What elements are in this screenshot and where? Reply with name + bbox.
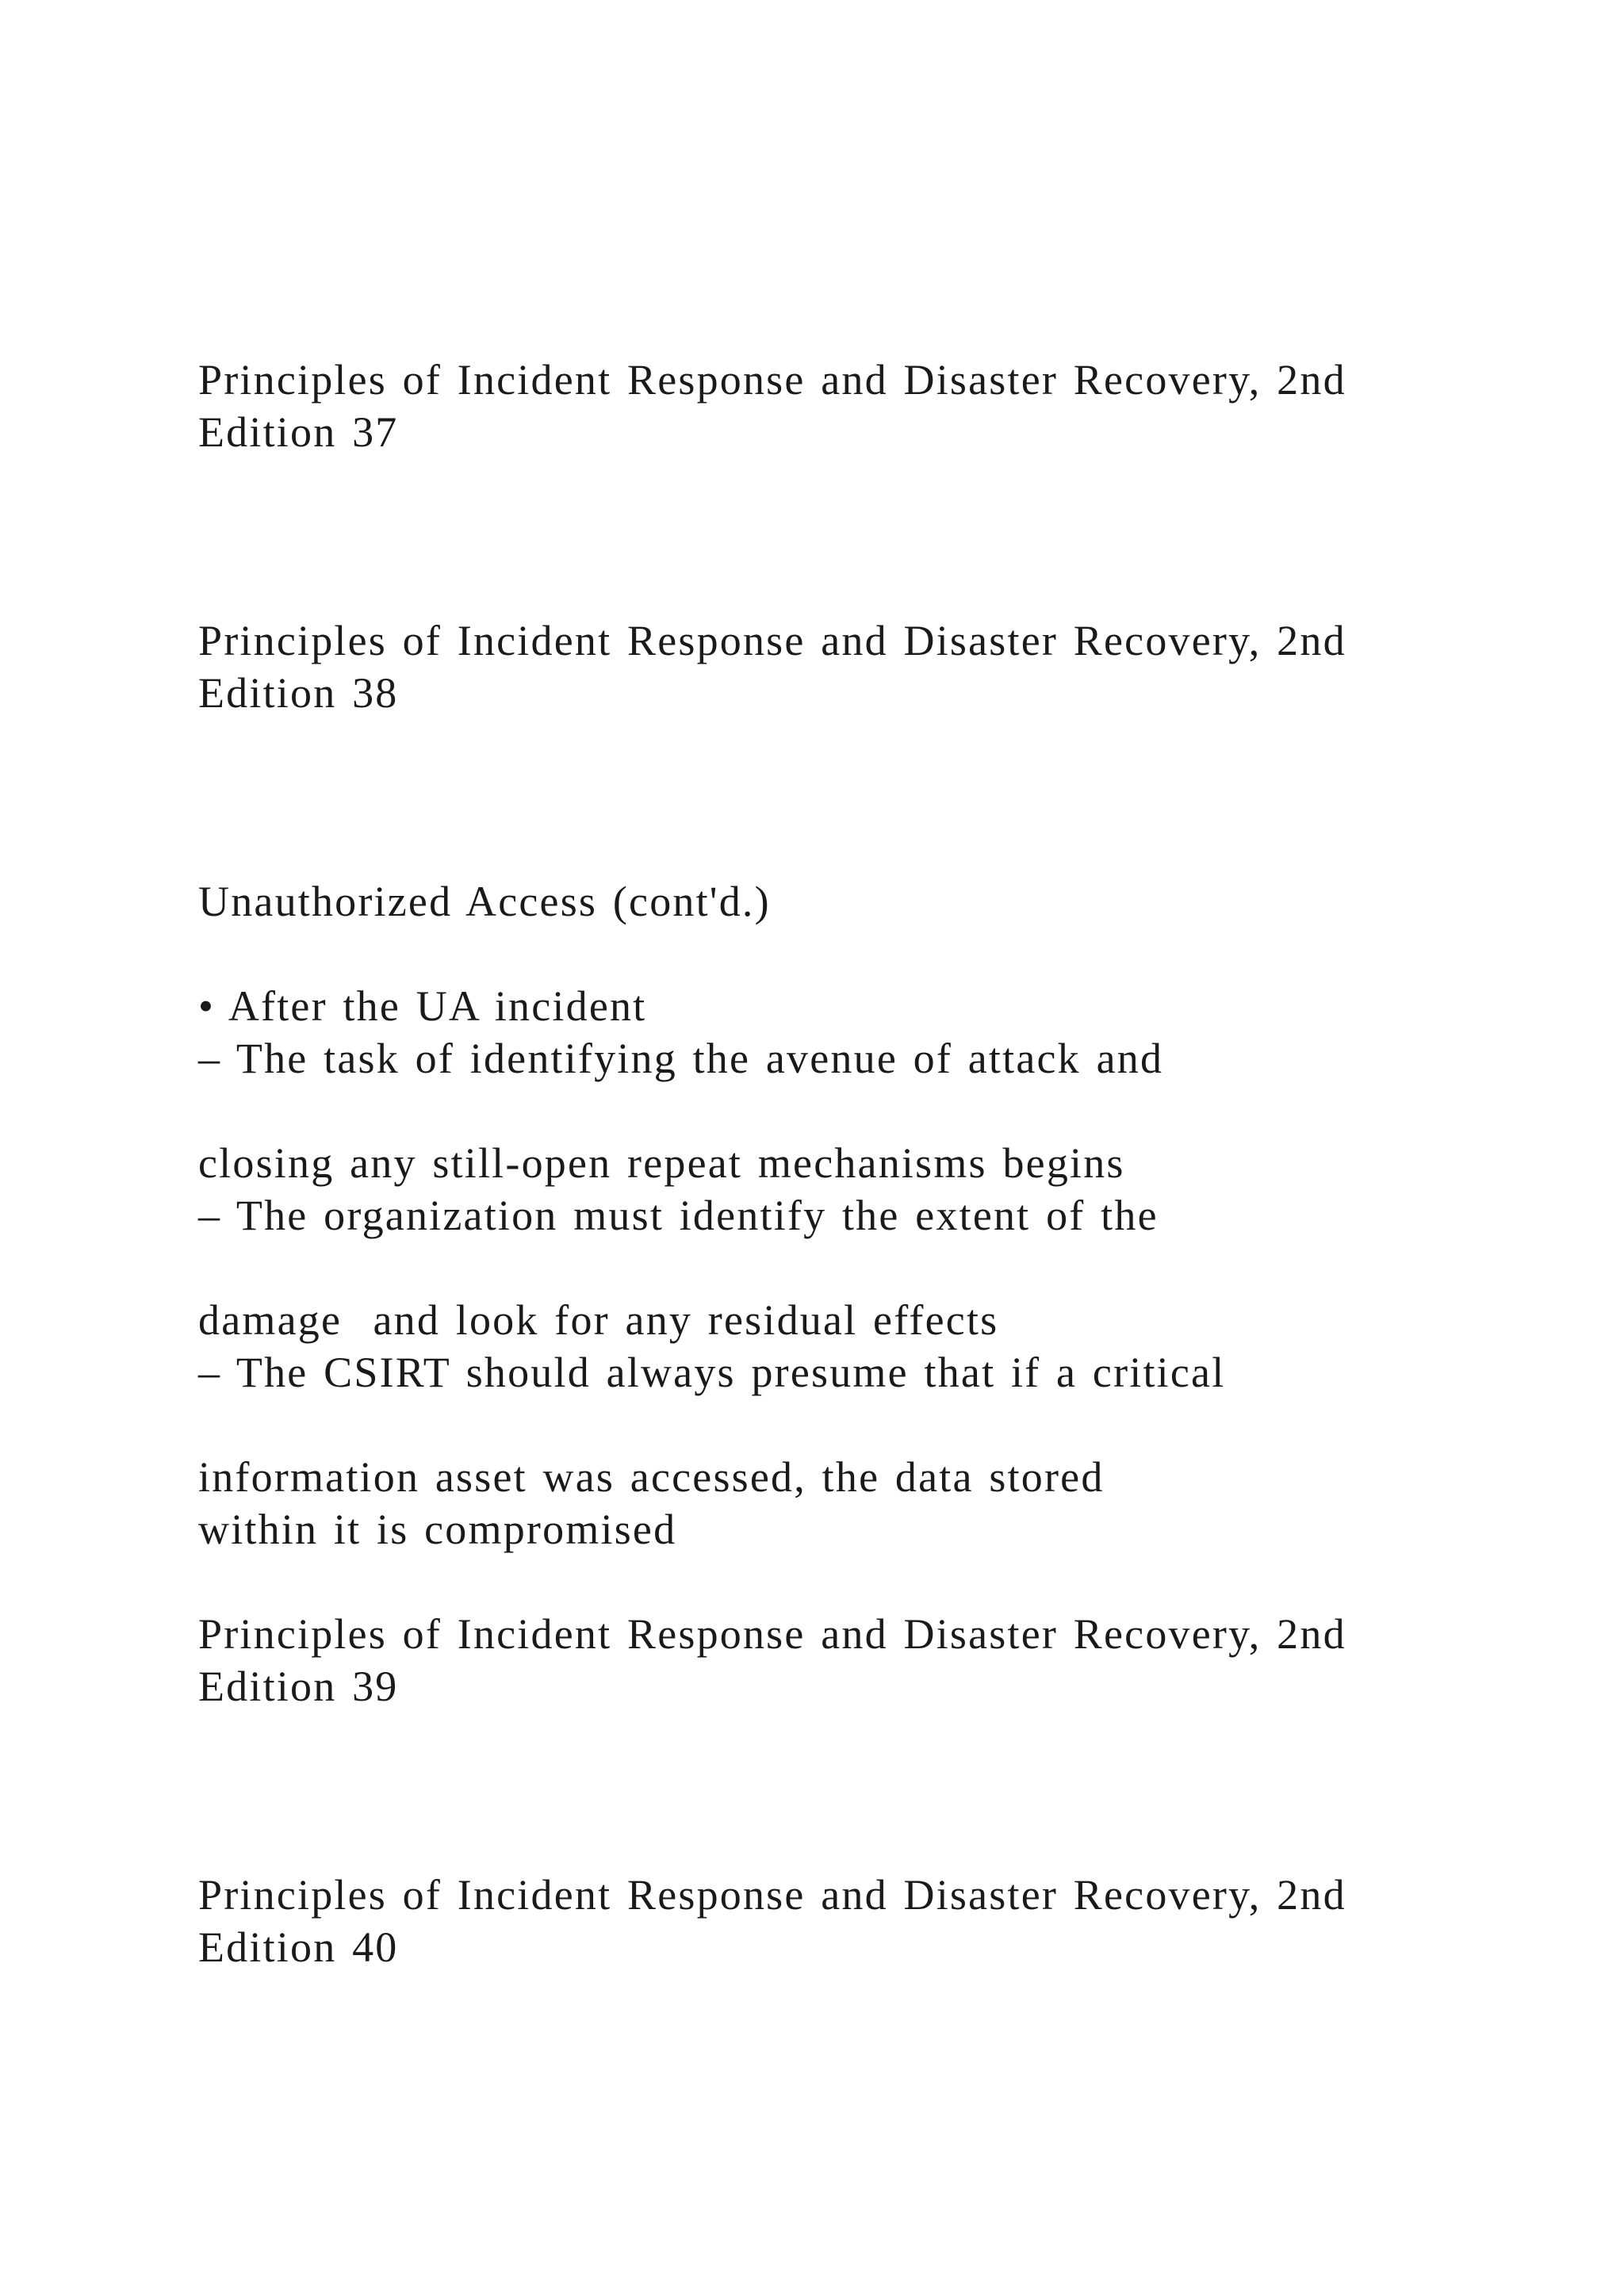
section-title: Unauthorized Access (cont'd.) bbox=[198, 878, 771, 925]
sub-bullet-line: – The organization must identify the extent of the bbox=[198, 1192, 1159, 1239]
body-line: information asset was accessed, the data stored bbox=[198, 1453, 1105, 1501]
slide-footer-40-line2: Edition 40 bbox=[198, 1923, 399, 1971]
slide-footer-40-line1: Principles of Incident Response and Disaster Recovery, 2nd bbox=[198, 1871, 1346, 1919]
bullet-line: • After the UA incident bbox=[198, 982, 647, 1030]
body-line: closing any still-open repeat mechanisms begins bbox=[198, 1139, 1125, 1187]
slide-footer-37-line1: Principles of Incident Response and Disaster Recovery, 2nd bbox=[198, 356, 1346, 404]
slide-footer-39-line1: Principles of Incident Response and Disaster Recovery, 2nd bbox=[198, 1610, 1346, 1658]
slide-footer-38-line1: Principles of Incident Response and Disaster Recovery, 2nd bbox=[198, 617, 1346, 664]
sub-bullet-line: – The CSIRT should always presume that if a critical bbox=[198, 1349, 1226, 1396]
slide-footer-39-line2: Edition 39 bbox=[198, 1663, 399, 1710]
slide-footer-37-line2: Edition 37 bbox=[198, 408, 399, 456]
sub-bullet-line: – The task of identifying the avenue of attack and bbox=[198, 1035, 1164, 1082]
body-line: within it is compromised bbox=[198, 1506, 677, 1553]
body-line: damage and look for any residual effects bbox=[198, 1296, 999, 1344]
slide-footer-38-line2: Edition 38 bbox=[198, 669, 399, 717]
